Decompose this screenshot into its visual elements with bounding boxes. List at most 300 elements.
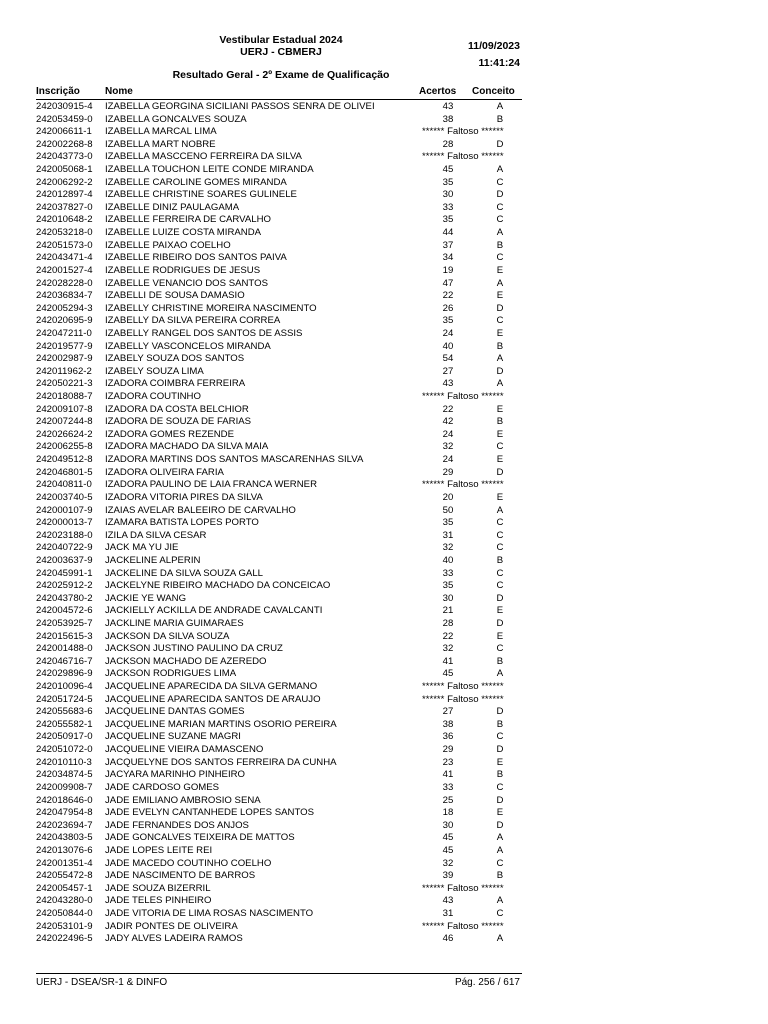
conceito-cell: C: [496, 731, 504, 743]
acertos-cell: 44: [442, 227, 454, 239]
conceito-cell: C: [496, 529, 504, 541]
conceito-cell: D: [496, 617, 504, 629]
acertos-cell: 22: [442, 630, 454, 642]
print-date: 11/09/2023: [468, 40, 520, 52]
inscricao-cell: 242003637-9: [36, 554, 93, 566]
inscricao-cell: 242005457-1: [36, 882, 93, 894]
inscricao-cell: 242005294-3: [36, 302, 93, 314]
table-row: [36, 378, 522, 391]
inscricao-cell: 242006292-2: [36, 176, 93, 188]
nome-cell: JADY ALVES LADEIRA RAMOS: [105, 933, 243, 945]
acertos-cell: 24: [442, 454, 454, 466]
nome-cell: IZABELLE RIBEIRO DOS SANTOS PAIVA: [105, 252, 287, 264]
table-row: [36, 290, 522, 303]
nome-cell: IZABELLY VASCONCELOS MIRANDA: [105, 340, 271, 352]
conceito-cell: C: [496, 517, 504, 529]
conceito-cell: C: [496, 567, 504, 579]
conceito-cell: C: [496, 201, 504, 213]
nome-cell: IZABELLE PAIXAO COELHO: [105, 239, 231, 251]
conceito-cell: D: [496, 819, 504, 831]
conceito-cell: C: [496, 908, 504, 919]
nome-cell: JACQUELYNE DOS SANTOS FERREIRA DA CUNHA: [105, 756, 337, 768]
table-row: [36, 757, 522, 770]
conceito-cell: E: [496, 403, 504, 415]
table-row: [36, 202, 522, 215]
conceito-cell: B: [496, 870, 504, 882]
nome-cell: IZABELLY CHRISTINE MOREIRA NASCIMENTO: [105, 302, 317, 314]
table-row: [36, 832, 522, 845]
nome-cell: JACKELINE DA SILVA SOUZA GALL: [105, 567, 264, 579]
nome-cell: IZABELLE RODRIGUES DE JESUS: [105, 264, 261, 276]
nome-cell: IZILA DA SILVA CESAR: [105, 529, 207, 541]
inscricao-cell: 242009107-8: [36, 403, 93, 415]
conceito-cell: C: [496, 781, 504, 793]
table-row: [36, 328, 522, 341]
inscricao-cell: 242001351-4: [36, 857, 93, 869]
acertos-cell: 32: [442, 857, 454, 869]
absent-status: ****** Faltoso ******: [422, 920, 504, 932]
nome-cell: IZABELLI DE SOUSA DAMASIO: [105, 290, 245, 302]
inscricao-cell: 242046801-5: [36, 466, 93, 478]
conceito-cell: C: [496, 580, 504, 592]
inscricao-cell: 242053459-0: [36, 113, 93, 125]
nome-cell: IZABELLY DA SILVA PEREIRA CORREA: [105, 315, 281, 327]
table-row: [36, 593, 522, 606]
page-number: Pág. 256 / 617: [454, 977, 520, 988]
acertos-cell: 35: [442, 517, 454, 529]
nome-cell: IZABELLE DINIZ PAULAGAMA: [105, 201, 240, 213]
table-row: [36, 933, 522, 946]
acertos-cell: 42: [442, 416, 454, 428]
nome-cell: IZABELLY RANGEL DOS SANTOS DE ASSIS: [105, 327, 303, 339]
table-row: [36, 517, 522, 530]
inscricao-cell: 242047954-8: [36, 807, 93, 819]
inscricao-cell: 242051072-0: [36, 744, 93, 756]
acertos-cell: 22: [442, 403, 454, 415]
inscricao-cell: 242022496-5: [36, 933, 93, 945]
nome-cell: IZABELLA GONCALVES SOUZA: [105, 113, 247, 125]
inscricao-cell: 242002987-9: [36, 353, 93, 365]
table-row: [36, 605, 522, 618]
nome-cell: IZADORA COUTINHO: [105, 391, 201, 403]
conceito-cell: A: [496, 504, 504, 516]
nome-cell: IZABELLA TOUCHON LEITE CONDE MIRANDA: [105, 164, 314, 176]
acertos-cell: 45: [442, 844, 454, 856]
table-row: [36, 895, 522, 908]
nome-cell: IZABELLE VENANCIO DOS SANTOS: [105, 277, 268, 289]
acertos-cell: 38: [442, 113, 454, 125]
inscricao-cell: 242030915-4: [36, 101, 93, 112]
nome-cell: JADE LOPES LEITE REI: [105, 844, 213, 856]
print-time: 11:41:24: [478, 57, 520, 69]
acertos-cell: 46: [442, 933, 454, 945]
acertos-cell: 43: [442, 378, 454, 390]
inscricao-cell: 242023694-7: [36, 819, 93, 831]
nome-cell: IZADORA DE SOUZA DE FARIAS: [105, 416, 252, 428]
acertos-cell: 35: [442, 176, 454, 188]
nome-cell: IZABELY SOUZA DOS SANTOS: [105, 353, 245, 365]
nome-cell: JACQUELINE APARECIDA DA SILVA GERMANO: [105, 681, 318, 693]
acertos-cell: 34: [442, 252, 454, 264]
nome-cell: JADE MACEDO COUTINHO COELHO: [105, 857, 272, 869]
nome-cell: JADE SOUZA BIZERRIL: [105, 882, 211, 894]
inscricao-cell: 242010096-4: [36, 681, 93, 693]
conceito-cell: E: [496, 327, 504, 339]
conceito-cell: C: [496, 441, 504, 453]
absent-status: ****** Faltoso ******: [422, 479, 504, 491]
acertos-cell: 35: [442, 315, 454, 327]
inscricao-cell: 242025912-2: [36, 580, 93, 592]
inscricao-cell: 242010648-2: [36, 214, 93, 226]
inscricao-cell: 242040811-0: [36, 479, 92, 491]
acertos-cell: 24: [442, 327, 454, 339]
conceito-cell: C: [496, 315, 504, 327]
table-row: [36, 278, 522, 291]
inscricao-cell: 242003740-5: [36, 491, 93, 503]
inscricao-cell: 242050917-0: [36, 731, 93, 743]
inscricao-cell: 242023188-0: [36, 529, 93, 541]
nome-cell: JACKSON RODRIGUES LIMA: [105, 668, 237, 680]
inscricao-cell: 242006611-1: [36, 126, 92, 138]
inscricao-cell: 242002268-8: [36, 138, 93, 150]
inscricao-cell: 242018646-0: [36, 794, 93, 806]
conceito-cell: D: [496, 592, 504, 604]
inscricao-cell: 242043773-0: [36, 151, 93, 163]
inscricao-cell: 242053101-9: [36, 920, 93, 932]
acertos-cell: 41: [442, 769, 454, 781]
conceito-cell: C: [496, 643, 504, 655]
nome-cell: JADE EVELYN CANTANHEDE LOPES SANTOS: [105, 807, 314, 819]
table-row: [36, 631, 522, 644]
table-row: [36, 479, 522, 492]
nome-cell: JACYARA MARINHO PINHEIRO: [105, 769, 246, 781]
column-header-conceito: Conceito: [472, 86, 515, 97]
conceito-cell: B: [496, 655, 504, 667]
nome-cell: IZADORA OLIVEIRA FARIA: [105, 466, 224, 478]
table-row: [36, 656, 522, 669]
nome-cell: JADE VITORIA DE LIMA ROSAS NASCIMENTO: [105, 908, 314, 919]
nome-cell: JACKSON DA SILVA SOUZA: [105, 630, 230, 642]
conceito-cell: B: [496, 416, 504, 428]
acertos-cell: 32: [442, 542, 454, 554]
acertos-cell: 18: [442, 807, 454, 819]
nome-cell: JADE FERNANDES DOS ANJOS: [105, 819, 249, 831]
table-row: [36, 341, 522, 354]
table-row: [36, 454, 522, 467]
table-header: [36, 86, 522, 100]
nome-cell: JACQUELINE APARECIDA SANTOS DE ARAUJO: [105, 693, 321, 705]
table-row: [36, 845, 522, 858]
inscricao-cell: 242043471-4: [36, 252, 93, 264]
table-row: [36, 858, 522, 871]
inscricao-cell: 242026624-2: [36, 428, 93, 440]
inscricao-cell: 242036834-7: [36, 290, 93, 302]
acertos-cell: 27: [442, 365, 454, 377]
table-row: [36, 744, 522, 757]
inscricao-cell: 242055683-6: [36, 706, 93, 718]
inscricao-cell: 242001527-4: [36, 264, 93, 276]
conceito-cell: C: [496, 542, 504, 554]
conceito-cell: D: [496, 794, 504, 806]
conceito-cell: B: [496, 554, 504, 566]
inscricao-cell: 242011962-2: [36, 365, 92, 377]
acertos-cell: 33: [442, 567, 454, 579]
nome-cell: JADE CARDOSO GOMES: [105, 781, 220, 793]
table-row: [36, 618, 522, 631]
conceito-cell: E: [496, 264, 504, 276]
table-row: [36, 530, 522, 543]
acertos-cell: 54: [442, 353, 454, 365]
acertos-cell: 23: [442, 756, 454, 768]
inscricao-cell: 242047211-0: [36, 327, 92, 339]
nome-cell: IZADORA PAULINO DE LAIA FRANCA WERNER: [105, 479, 317, 491]
inscricao-cell: 242028228-0: [36, 277, 93, 289]
nome-cell: JADE EMILIANO AMBROSIO SENA: [105, 794, 261, 806]
inscricao-cell: 242013076-6: [36, 844, 93, 856]
acertos-cell: 35: [442, 580, 454, 592]
nome-cell: JACKLINE MARIA GUIMARAES: [105, 617, 244, 629]
table-row: [36, 505, 522, 518]
absent-status: ****** Faltoso ******: [422, 693, 504, 705]
table-row: [36, 189, 522, 202]
nome-cell: IZABELLA GEORGINA SICILIANI PASSOS SENRA DE OLIVEI: [105, 101, 375, 112]
conceito-cell: C: [496, 214, 504, 226]
nome-cell: IZABELLE CAROLINE GOMES MIRANDA: [105, 176, 287, 188]
acertos-cell: 50: [442, 504, 454, 516]
acertos-cell: 31: [442, 908, 454, 919]
table-row: [36, 643, 522, 656]
inscricao-cell: 242050221-3: [36, 378, 93, 390]
table-row: [36, 366, 522, 379]
inscricao-cell: 242049512-8: [36, 454, 93, 466]
inscricao-cell: 242000107-9: [36, 504, 93, 516]
conceito-cell: A: [496, 164, 504, 176]
conceito-cell: E: [496, 454, 504, 466]
conceito-cell: B: [496, 718, 504, 730]
inscricao-cell: 242043280-0: [36, 895, 93, 907]
inscricao-cell: 242000013-7: [36, 517, 93, 529]
inscricao-cell: 242018088-7: [36, 391, 93, 403]
table-row: [36, 126, 522, 139]
conceito-cell: A: [496, 227, 504, 239]
acertos-cell: 36: [442, 731, 454, 743]
conceito-cell: A: [496, 277, 504, 289]
table-row: [36, 429, 522, 442]
nome-cell: IZABELLE LUIZE COSTA MIRANDA: [105, 227, 262, 239]
footer-institution: UERJ - DSEA/SR-1 & DINFO: [36, 977, 168, 988]
acertos-cell: 33: [442, 201, 454, 213]
table-row: [36, 416, 522, 429]
exam-title: Vestibular Estadual 2024: [219, 34, 343, 46]
table-row: [36, 542, 522, 555]
inscricao-cell: 242034874-5: [36, 769, 93, 781]
inscricao-cell: 242006255-8: [36, 441, 93, 453]
conceito-cell: E: [496, 807, 504, 819]
conceito-cell: C: [496, 252, 504, 264]
acertos-cell: 20: [442, 491, 454, 503]
inscricao-cell: 242055582-1: [36, 718, 93, 730]
inscricao-cell: 242046716-7: [36, 655, 93, 667]
table-row: [36, 303, 522, 316]
table-row: [36, 467, 522, 480]
acertos-cell: 24: [442, 428, 454, 440]
nome-cell: IZABELY SOUZA LIMA: [105, 365, 204, 377]
table-row: [36, 568, 522, 581]
acertos-cell: 40: [442, 554, 454, 566]
inscricao-cell: 242004572-6: [36, 605, 93, 617]
conceito-cell: E: [496, 630, 504, 642]
acertos-cell: 22: [442, 290, 454, 302]
inscricao-cell: 242045991-1: [36, 567, 93, 579]
conceito-cell: E: [496, 491, 504, 503]
table-row: [36, 139, 522, 152]
nome-cell: IZABELLA MASCCENO FERREIRA DA SILVA: [105, 151, 302, 163]
table-row: [36, 240, 522, 253]
table-row: [36, 782, 522, 795]
absent-status: ****** Faltoso ******: [422, 126, 504, 138]
inscricao-cell: 242005068-1: [36, 164, 93, 176]
conceito-cell: A: [496, 895, 504, 907]
nome-cell: JACQUELINE VIEIRA DAMASCENO: [105, 744, 264, 756]
acertos-cell: 45: [442, 668, 454, 680]
nome-cell: IZADORA DA COSTA BELCHIOR: [105, 403, 249, 415]
table-row: [36, 580, 522, 593]
inscricao-cell: 242029896-9: [36, 668, 93, 680]
table-row: [36, 492, 522, 505]
acertos-cell: 29: [442, 466, 454, 478]
inscricao-cell: 242043780-2: [36, 592, 93, 604]
acertos-cell: 30: [442, 189, 454, 201]
nome-cell: JACQUELINE SUZANE MAGRI: [105, 731, 241, 743]
table-row: [36, 177, 522, 190]
result-title: Resultado Geral - 2º Exame de Qualificação: [172, 69, 390, 81]
conceito-cell: D: [496, 189, 504, 201]
table-row: [36, 114, 522, 127]
table-row: [36, 870, 522, 883]
table-row: [36, 151, 522, 164]
exam-subtitle: UERJ - CBMERJ: [240, 46, 322, 58]
nome-cell: JADE TELES PINHEIRO: [105, 895, 212, 907]
inscricao-cell: 242037827-0: [36, 201, 93, 213]
inscricao-cell: 242010110-3: [36, 756, 92, 768]
table-row: [36, 694, 522, 707]
nome-cell: IZADORA COIMBRA FERREIRA: [105, 378, 246, 390]
conceito-cell: A: [496, 353, 504, 365]
conceito-cell: D: [496, 744, 504, 756]
acertos-cell: 29: [442, 744, 454, 756]
absent-status: ****** Faltoso ******: [422, 151, 504, 163]
table-row: [36, 252, 522, 265]
nome-cell: IZABELLA MART NOBRE: [105, 138, 216, 150]
table-row: [36, 921, 522, 934]
table-row: [36, 353, 522, 366]
inscricao-cell: 242019577-9: [36, 340, 93, 352]
acertos-cell: 33: [442, 781, 454, 793]
conceito-cell: E: [496, 756, 504, 768]
table-row: [36, 820, 522, 833]
acertos-cell: 45: [442, 164, 454, 176]
conceito-cell: A: [496, 933, 504, 945]
conceito-cell: E: [496, 605, 504, 617]
nome-cell: JADE NASCIMENTO DE BARROS: [105, 870, 256, 882]
inscricao-cell: 242009908-7: [36, 781, 93, 793]
nome-cell: IZADORA GOMES REZENDE: [105, 428, 234, 440]
inscricao-cell: 242040722-9: [36, 542, 93, 554]
nome-cell: IZADORA VITORIA PIRES DA SILVA: [105, 491, 263, 503]
nome-cell: IZABELLE CHRISTINE SOARES GULINELE: [105, 189, 297, 201]
inscricao-cell: 242055472-8: [36, 870, 93, 882]
acertos-cell: 30: [442, 819, 454, 831]
conceito-cell: A: [496, 844, 504, 856]
table-row: [36, 706, 522, 719]
nome-cell: JACKIE YE WANG: [105, 592, 187, 604]
table-row: [36, 769, 522, 782]
nome-cell: JACKELYNE RIBEIRO MACHADO DA CONCEICAO: [105, 580, 331, 592]
column-header-inscricao: Inscrição: [36, 86, 80, 97]
inscricao-cell: 242053925-7: [36, 617, 93, 629]
table-row: [36, 883, 522, 896]
conceito-cell: D: [496, 466, 504, 478]
table-row: [36, 731, 522, 744]
table-row: [36, 164, 522, 177]
table-row: [36, 315, 522, 328]
nome-cell: JADIR PONTES DE OLIVEIRA: [105, 920, 238, 932]
table-row: [36, 668, 522, 681]
acertos-cell: 27: [442, 706, 454, 718]
acertos-cell: 28: [442, 138, 454, 150]
nome-cell: JADE GONCALVES TEIXEIRA DE MATTOS: [105, 832, 295, 844]
conceito-cell: E: [496, 428, 504, 440]
column-header-nome: Nome: [105, 86, 133, 97]
nome-cell: IZAMARA BATISTA LOPES PORTO: [105, 517, 259, 529]
table-row: [36, 795, 522, 808]
column-header-acertos: Acertos: [419, 86, 457, 97]
acertos-cell: 19: [442, 264, 454, 276]
acertos-cell: 39: [442, 870, 454, 882]
conceito-cell: C: [496, 176, 504, 188]
acertos-cell: 38: [442, 718, 454, 730]
acertos-cell: 31: [442, 529, 454, 541]
nome-cell: IZABELLE FERREIRA DE CARVALHO: [105, 214, 271, 226]
conceito-cell: D: [496, 138, 504, 150]
conceito-cell: B: [496, 340, 504, 352]
acertos-cell: 41: [442, 655, 454, 667]
conceito-cell: A: [496, 668, 504, 680]
acertos-cell: 43: [442, 895, 454, 907]
nome-cell: JACKSON MACHADO DE AZEREDO: [105, 655, 267, 667]
nome-cell: JACK MA YU JIE: [105, 542, 179, 554]
nome-cell: IZADORA MARTINS DOS SANTOS MASCARENHAS SILVA: [105, 454, 364, 466]
absent-status: ****** Faltoso ******: [422, 681, 504, 693]
table-row: [36, 101, 522, 114]
table-row: [36, 681, 522, 694]
footer-divider: [36, 973, 522, 974]
conceito-cell: E: [496, 290, 504, 302]
conceito-cell: D: [496, 302, 504, 314]
inscricao-cell: 242020695-9: [36, 315, 93, 327]
table-row: [36, 807, 522, 820]
table-row: [36, 441, 522, 454]
acertos-cell: 25: [442, 794, 454, 806]
nome-cell: JACKELINE ALPERIN: [105, 554, 201, 566]
conceito-cell: C: [496, 857, 504, 869]
conceito-cell: A: [496, 101, 504, 112]
table-row: [36, 214, 522, 227]
conceito-cell: D: [496, 365, 504, 377]
acertos-cell: 43: [442, 101, 454, 112]
acertos-cell: 26: [442, 302, 454, 314]
conceito-cell: B: [496, 113, 504, 125]
